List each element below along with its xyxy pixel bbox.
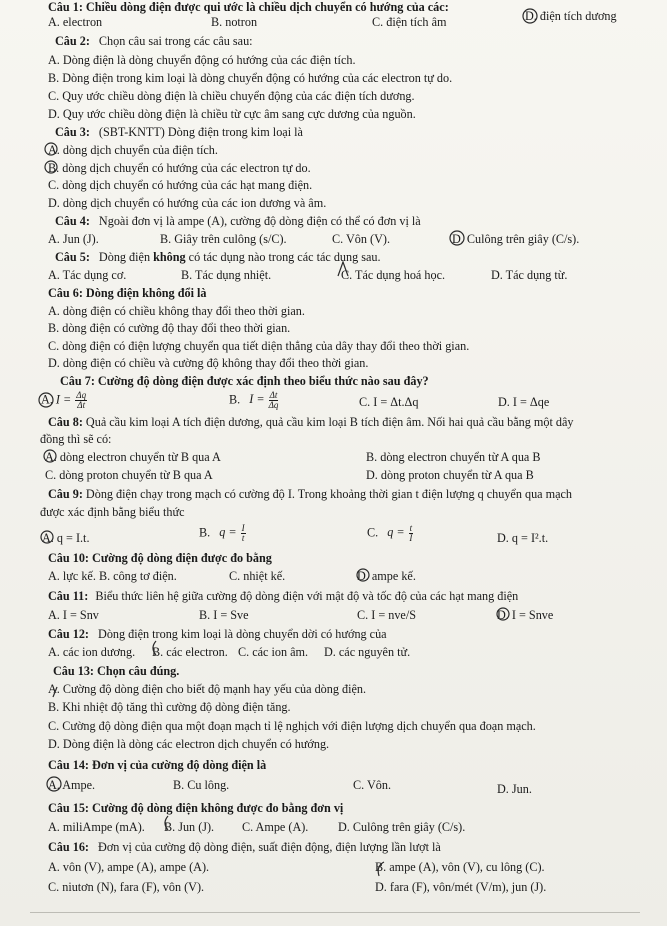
q8-option-d: D. dòng proton chuyển từ A qua B [366,468,534,482]
q1-answer-circle [523,9,537,23]
q14-option-c: C. Vôn. [353,778,392,792]
q11-option-d: D. I = Snve [497,608,554,622]
q5-stem-post: có tác dụng nào trong các tác dụng sau. [188,250,381,264]
q14-stem: Câu 14: Đơn vị của cường độ dòng điện là [48,758,267,772]
q15-option-c: C. Ampe (A). [242,820,309,834]
q13-option-b: B. Khi nhiệt độ tăng thì cường độ dòng điện tăng. [48,700,291,714]
q15-option-b: B. Jun (J). [164,820,215,834]
q8-option-a: A. dòng electron chuyển từ B qua A [45,450,221,464]
q16-option-a: A. vôn (V), ampe (A), ampe (A). [48,860,210,874]
q10-stem: Câu 10: Cường độ dòng điện được đo bằng [48,551,272,565]
q5-stem-pre: Dòng điện [98,250,151,264]
q10-option-a-b: A. lực kế. B. công tơ điện. [48,569,177,583]
q7-a-numerator: Δq [76,390,87,400]
q11-label: Câu 11: [48,589,89,603]
q4-option-c: C. Vôn (V). [332,232,391,246]
q9-b-denominator: t [241,533,245,543]
q16-answer-mark [378,862,384,876]
q1-option-c: C. điện tích âm [372,15,447,29]
q7-option-c: C. I = Δt.Δq [359,395,419,409]
q6-option-b: B. dòng điện có cường độ thay đổi theo thời gian. [48,321,291,335]
q8-stem-line2: đồng thì sẽ có: [40,432,112,446]
q7-a-denominator: Δt [77,400,86,410]
q7-option-d: D. I = Δqe [498,395,550,409]
q9-c-label: C. [367,525,379,540]
q9-b-label: B. [199,525,211,540]
q8-option-c: C. dòng proton chuyển từ B qua A [45,468,213,482]
q4-option-b: B. Giây trên culông (s/C). [160,232,287,246]
q16-option-b: B. ampe (A), vôn (V), cu lông (C). [375,860,545,874]
q9-label: Câu 9: [48,487,83,501]
q9-option-d: D. q = I².t. [497,531,549,545]
q9-b-numerator: I [241,523,245,533]
q3-option-a: A. dòng dịch chuyển của điện tích. [48,143,218,157]
q1-option-d: D. điện tích dương [525,9,617,23]
q2-option-c: C. Quy ước chiều dòng điện là chiều chuyển động của các điện tích dương. [48,89,415,103]
q3-answer-circle [45,143,57,155]
q16-stem: Đơn vị của cường độ dòng điện, suất điện động, điện lượng lần lượt là [98,840,441,854]
q7-answer-circle [39,393,53,407]
q6-option-d: D. dòng điện có chiều và cường độ không thay đổi theo thời gian. [48,356,369,370]
q10-answer-circle [357,569,369,581]
q15-option-d: D. Culông trên giây (C/s). [338,820,466,834]
q2-option-d: D. Quy ước chiều dòng điện là chiều từ cực âm sang cực dương của nguồn. [48,107,416,121]
q12-label: Câu 12: [48,627,89,641]
q11-answer-circle [497,608,509,620]
q7-b-lhs: I = [249,392,265,407]
q9-b-lhs: q = [219,525,237,540]
q10-option-d: D. ampe kế. [357,569,416,583]
q4-option-d: D. Culông trên giây (C/s). [452,232,580,246]
q3-answer-circle-b [45,161,57,173]
q9-c-denominator: I [409,533,413,543]
q7-b-denominator: Δq [268,400,279,410]
q3-label: Câu 3: [55,125,90,139]
q7-b-numerator: Δt [269,390,278,400]
q2-option-b: B. Dòng điện trong kim loại là dòng chuyển động có hướng của các electron tự do. [48,71,453,85]
q4-answer-circle [450,231,464,245]
q15-answer-mark [165,816,168,830]
q2-stem: Chọn câu sai trong các câu sau: [98,34,253,48]
q4-label: Câu 4: [55,214,90,228]
q9-c-numerator: t [409,523,413,533]
q12-option-d: D. các nguyên tử. [324,645,411,659]
q15-stem-pre: Câu 15: Cường độ dòng điện [48,801,198,815]
q5-stem-bold: không [153,250,186,264]
q3-stem: (SBT-KNTT) Dòng điện trong kim loại là [98,125,303,139]
q9-stem-line2: được xác định bằng biểu thức [40,505,185,519]
q5-option-a: A. Tác dụng cơ. [48,268,127,282]
q13-option-a: A. Cường độ dòng điện cho biết độ mạnh hay yếu của dòng điện. [48,682,367,696]
q14-option-a: A. Ampe. [48,778,96,792]
q12-option-c: C. các ion âm. [238,645,309,659]
q16-option-c: C. niutơn (N), fara (F), vôn (V). [48,880,205,894]
q15-option-a: A. miliAmpe (mA). [48,820,145,834]
q13-answer-mark [53,687,57,697]
q10-option-c: C. nhiệt kế. [229,569,286,583]
q4-stem: Ngoài đơn vị là ampe (A), cường độ dòng điện có thể có đơn vị là [98,214,421,228]
q8-label: Câu 8: [48,415,83,429]
q6-option-a: A. dòng điện có chiều không thay đổi theo thời gian. [48,304,305,318]
q8-stem-line1: Quả cầu kim loại A tích điện dương, quả cầu kim loại B tích điện âm. Nối hai quả cầu bằng một dây [85,415,574,429]
q5-option-d: D. Tác dụng từ. [491,268,568,282]
q16-option-d: D. fara (F), vôn/mét (V/m), jun (J). [375,880,547,894]
q5-option-c: C. Tác dụng hoá học. [341,268,446,282]
q1-option-a: A. electron [48,15,103,29]
q13-option-c: C. Cường độ dòng điện qua một đoạn mạch tỉ lệ nghịch với điện lượng dịch chuyển qua đoạn mạch. [48,719,536,733]
q14-answer-circle [47,777,61,791]
q12-stem: Dòng điện trong kim loại là dòng chuyển dời có hướng của [98,627,387,641]
q5-answer-mark [338,262,348,276]
q9-answer-circle [41,531,53,543]
q11-stem: Biểu thức liên hệ giữa cường độ dòng điện với mật độ và tốc độ của các hạt mang điện [95,589,519,603]
q12-option-a: A. các ion dương. [48,645,136,659]
q7-a-label: A. [41,392,53,407]
q2-label: Câu 2: [55,34,90,48]
q1-option-b: B. notron [211,15,258,29]
q3-option-d: D. dòng dịch chuyển có hướng của các ion dương và âm. [48,196,327,210]
q13-option-d: D. Dòng điện là dòng các electron dịch chuyển có hướng. [48,737,330,751]
q3-option-c: C. dòng dịch chuyển có hướng của các hạt mang điện. [48,178,313,192]
q9-stem-line1: Dòng điện chạy trong mạch có cường độ I. Trong khoảng thời gian t điện lượng q chuyển qua mạch [85,487,573,501]
q8-option-b: B. dòng electron chuyển từ A qua B [366,450,541,464]
q14-option-b: B. Cu lông. [173,778,230,792]
q6-option-c: C. dòng điện có điện lượng chuyển qua tiết diện thẳng của dây thay đổi theo thời gian. [48,339,470,353]
q11-option-b: B. I = Sve [199,608,249,622]
q8-answer-circle [44,450,56,462]
q11-option-c: C. I = nve/S [357,608,417,622]
q5-label: Câu 5: [55,250,90,264]
q15-stem-bold: không [200,801,234,815]
q14-option-d: D. Jun. [497,782,532,796]
q13-stem: Câu 13: Chọn câu đúng. [53,664,180,678]
q9-option-a: A. q = I.t. [42,531,90,545]
q5-option-b: B. Tác dụng nhiệt. [181,268,272,282]
q16-label: Câu 16: [48,840,89,854]
q1-stem: Câu 1: Chiều dòng điện được qui ước là chiều dịch chuyển có hướng của các: [48,0,449,14]
q7-stem: Câu 7: Cường độ dòng điện được xác định theo biểu thức nào sau đây? [60,374,429,388]
q11-option-a: A. I = Snv [48,608,99,622]
q7-a-lhs: I = [55,392,72,407]
q15-stem-post: được đo bằng đơn vị [236,801,344,815]
q4-option-a: A. Jun (J). [48,232,99,246]
q12-answer-mark [153,641,156,655]
q6-stem: Câu 6: Dòng điện không đổi là [48,286,207,300]
q9-c-lhs: q = [387,525,405,540]
q2-option-a: A. Dòng điện là dòng chuyển động có hướng của các điện tích. [48,53,356,67]
q7-b-label: B. [229,392,241,407]
q12-option-b: B. các electron. [152,645,228,659]
q3-option-b: B. dòng dịch chuyển có hướng của các electron tự do. [48,161,311,175]
